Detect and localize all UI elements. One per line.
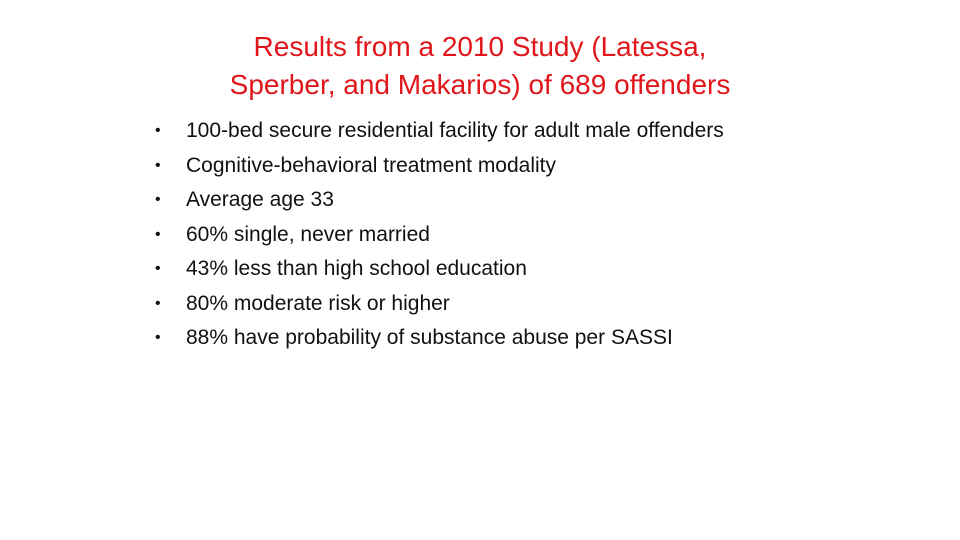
slide-title (0, 28, 960, 104)
bullet-marker: • (155, 329, 161, 346)
bullet-text: 88% have probability of substance abuse per SASSI (186, 326, 673, 349)
bullet-marker: • (155, 122, 161, 139)
bullet-text: 80% moderate risk or higher (186, 291, 450, 315)
bullet-text: 60% single, never married (186, 222, 430, 246)
bullet-marker: • (155, 156, 161, 174)
bullet-marker: • (155, 294, 161, 312)
slide-title-line-2: Sperber, and Makarios) of 689 offenders (229, 69, 731, 100)
bullet-marker: • (155, 191, 161, 208)
bullet-text: Cognitive-behavioral treatment modality (186, 153, 557, 177)
bullet-text: 43% less than high school education (186, 257, 527, 280)
bullet-marker: • (155, 260, 161, 277)
bullet-text: 100-bed secure residential facility for adult male offenders (186, 119, 724, 142)
bullet-marker: • (155, 225, 161, 243)
bullet-text: Average age 33 (186, 188, 334, 211)
slide-title-line-1: Results from a 2010 Study (Latessa, (253, 31, 707, 62)
